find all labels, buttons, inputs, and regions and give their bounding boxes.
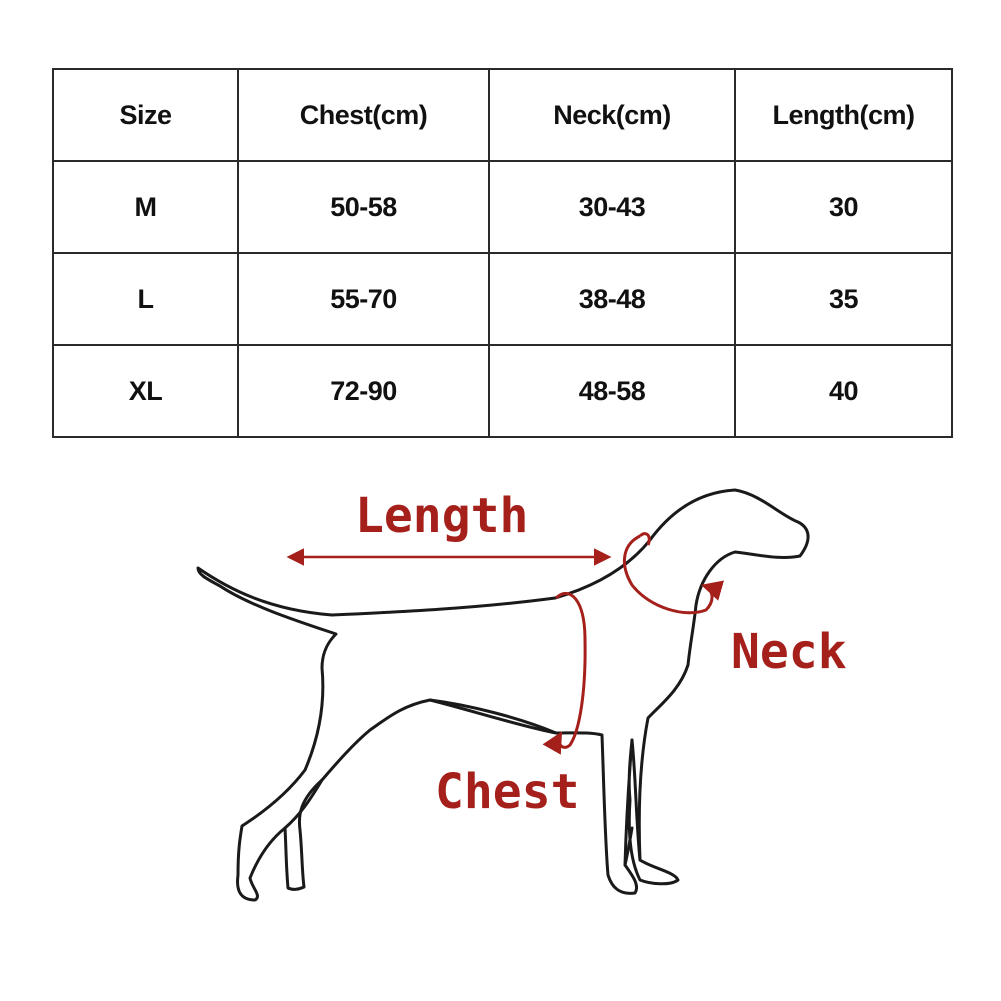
- cell-neck: 38-48: [489, 253, 735, 345]
- cell-neck: 48-58: [489, 345, 735, 437]
- chest-measure-loop: [556, 593, 585, 747]
- neck-measure-loop: [624, 536, 712, 613]
- cell-chest: 72-90: [238, 345, 489, 437]
- length-label: Length: [355, 488, 529, 544]
- cell-size: L: [53, 253, 238, 345]
- dog-silhouette-icon: [198, 490, 808, 900]
- header-chest: Chest(cm): [238, 69, 489, 161]
- table-row: [53, 345, 952, 437]
- cell-length: 35: [735, 253, 952, 345]
- cell-length: 40: [735, 345, 952, 437]
- cell-chest: 55-70: [238, 253, 489, 345]
- cell-size: XL: [53, 345, 238, 437]
- dog-measurement-diagram: [0, 440, 1001, 1001]
- header-neck: Neck(cm): [489, 69, 735, 161]
- cell-length: 30: [735, 161, 952, 253]
- neck-label: Neck: [731, 624, 847, 680]
- header-length: Length(cm): [735, 69, 952, 161]
- cell-neck: 30-43: [489, 161, 735, 253]
- header-size: Size: [53, 69, 238, 161]
- chest-label: Chest: [435, 764, 580, 820]
- cell-chest: 50-58: [238, 161, 489, 253]
- cell-size: M: [53, 161, 238, 253]
- table-header-row: [53, 69, 952, 161]
- size-chart-table: [52, 68, 953, 438]
- table-row: [53, 253, 952, 345]
- table-row: [53, 161, 952, 253]
